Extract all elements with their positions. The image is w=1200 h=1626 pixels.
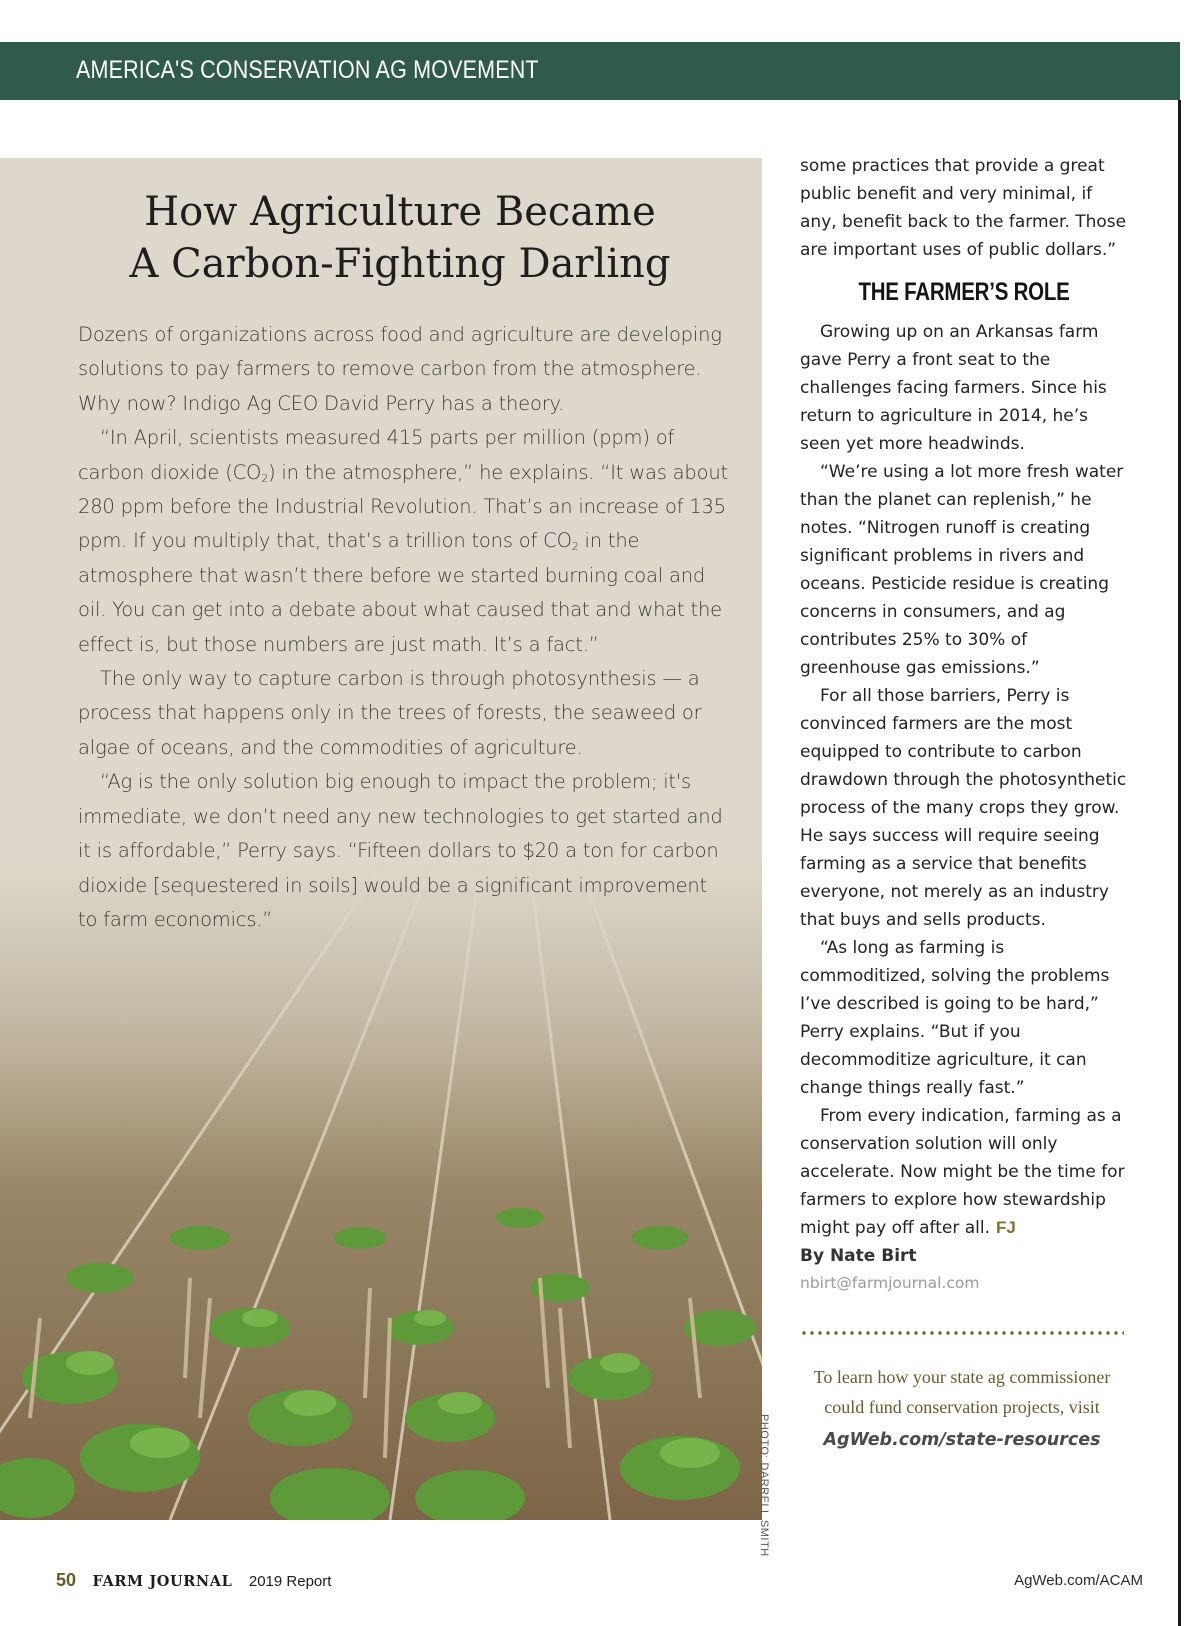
feature-panel bbox=[0, 158, 762, 1520]
intro-paragraph-2 bbox=[78, 421, 728, 662]
end-mark: FJ bbox=[996, 1218, 1016, 1237]
dotted-divider bbox=[800, 1330, 1124, 1336]
intro-paragraph-3: The only way to capture carbon is through photosynthesis — a process that happens only in the trees of forests, the seaweed or algae of oceans, and the commodities of agriculture. bbox=[78, 667, 702, 759]
cta-text: To learn how your state ag commissioner could fund conservation projects, visit bbox=[813, 1367, 1111, 1417]
page-number: 50 bbox=[56, 1570, 77, 1590]
byline: By Nate Birt bbox=[800, 1246, 917, 1266]
title-line-2: A Carbon-Fighting Darling bbox=[129, 241, 671, 287]
article-title bbox=[60, 186, 740, 290]
field-photo bbox=[0, 858, 762, 1520]
column-paragraph-5-text: From every indication, farming as a conservation solution will only accelerate. Now might be the time for farmers to explore how stewardship might pay off after all. bbox=[800, 1106, 1125, 1238]
subhead: THE FARMER’S ROLE bbox=[858, 278, 1070, 306]
intro-paragraph-2-part-1: “In April, scientists measured 415 parts per million (ppm) of carbon dioxide (CO bbox=[78, 426, 675, 484]
footer-url[interactable]: AgWeb.com/ACAM bbox=[1014, 1572, 1143, 1589]
author-email[interactable]: nbirt@farmjournal.com bbox=[800, 1274, 980, 1292]
intro-text bbox=[78, 318, 728, 937]
footer-folio bbox=[56, 1570, 331, 1591]
section-header-bar bbox=[0, 42, 1180, 100]
intro-paragraph-2-part-2: ) in the atmosphere,” he explains. “It was about 280 ppm before the Industrial Revolution. That’s an increase of 135 ppm. If you multiply that, that’s a trillion tons of CO bbox=[78, 460, 728, 553]
column-paragraph-4: “As long as farming is commoditized, solving the problems I’ve described is going to be hard,” Perry explains. “But if you decommoditize agriculture, it can change things really fast.” bbox=[800, 938, 1110, 1098]
section-label: AMERICA'S CONSERVATION AG MOVEMENT bbox=[76, 56, 539, 84]
intro-paragraph-4: “Ag is the only solution big enough to impact the problem; it's immediate, we don’t need any new technologies to get started and it is affordable,” Perry says. “Fifteen dollars to $20 a ton for carbon dioxide [sequestered in soils] would be a significant improvement to farm economics.” bbox=[78, 770, 723, 931]
publication-name: FARM JOURNAL bbox=[92, 1573, 233, 1590]
co2-subscript: 2 bbox=[571, 540, 579, 554]
column-paragraph-3: For all those barriers, Perry is convinced farmers are the most equipped to contribute to carbon drawdown through the photosynthetic process of the many crops they grow. He says success will require seeing farming as a service that benefits everyone, not merely as an industry that buys and sells products. bbox=[800, 686, 1127, 930]
right-column bbox=[800, 152, 1128, 1296]
intro-paragraph-1: Dozens of organizations across food and agriculture are developing solutions to pay farmers to remove carbon from the atmosphere. Why now? Indigo Ag CEO David Perry has a theory. bbox=[78, 323, 722, 415]
page-edge-rule bbox=[1178, 100, 1181, 1626]
co2-subscript: 2 bbox=[261, 471, 268, 485]
column-paragraph-5 bbox=[800, 1102, 1128, 1242]
photo-credit: PHOTO: DARRELL SMITH bbox=[758, 1414, 770, 1557]
intro-paragraph-2-part-3: in the atmosphere that wasn’t there before we started burning coal and oil. You can get into a debate about what caused that and what the effect is, but those numbers are just math. It’s a fact.” bbox=[78, 529, 722, 656]
column-paragraph-0: some practices that provide a great public benefit and very minimal, if any, benefit back to the farmer. Those are important uses of public dollars.” bbox=[800, 156, 1127, 260]
column-paragraph-2: “We’re using a lot more fresh water than the planet can replenish,” he notes. “Nitrogen runoff is creating significant problems in rivers and oceans. Pesticide residue is creating concerns in consumers, and ag contributes 25% to 30% of greenhouse gas emissions.” bbox=[800, 462, 1124, 678]
report-label: 2019 Report bbox=[248, 1573, 332, 1590]
column-paragraph-1: Growing up on an Arkansas farm gave Perry a front seat to the challenges facing farmers. Since his return to agriculture in 2014, he’s seen yet more headwinds. bbox=[800, 322, 1107, 454]
cta-link[interactable]: AgWeb.com/state-resources bbox=[823, 1430, 1101, 1450]
title-line-1: How Agriculture Became bbox=[144, 189, 656, 235]
